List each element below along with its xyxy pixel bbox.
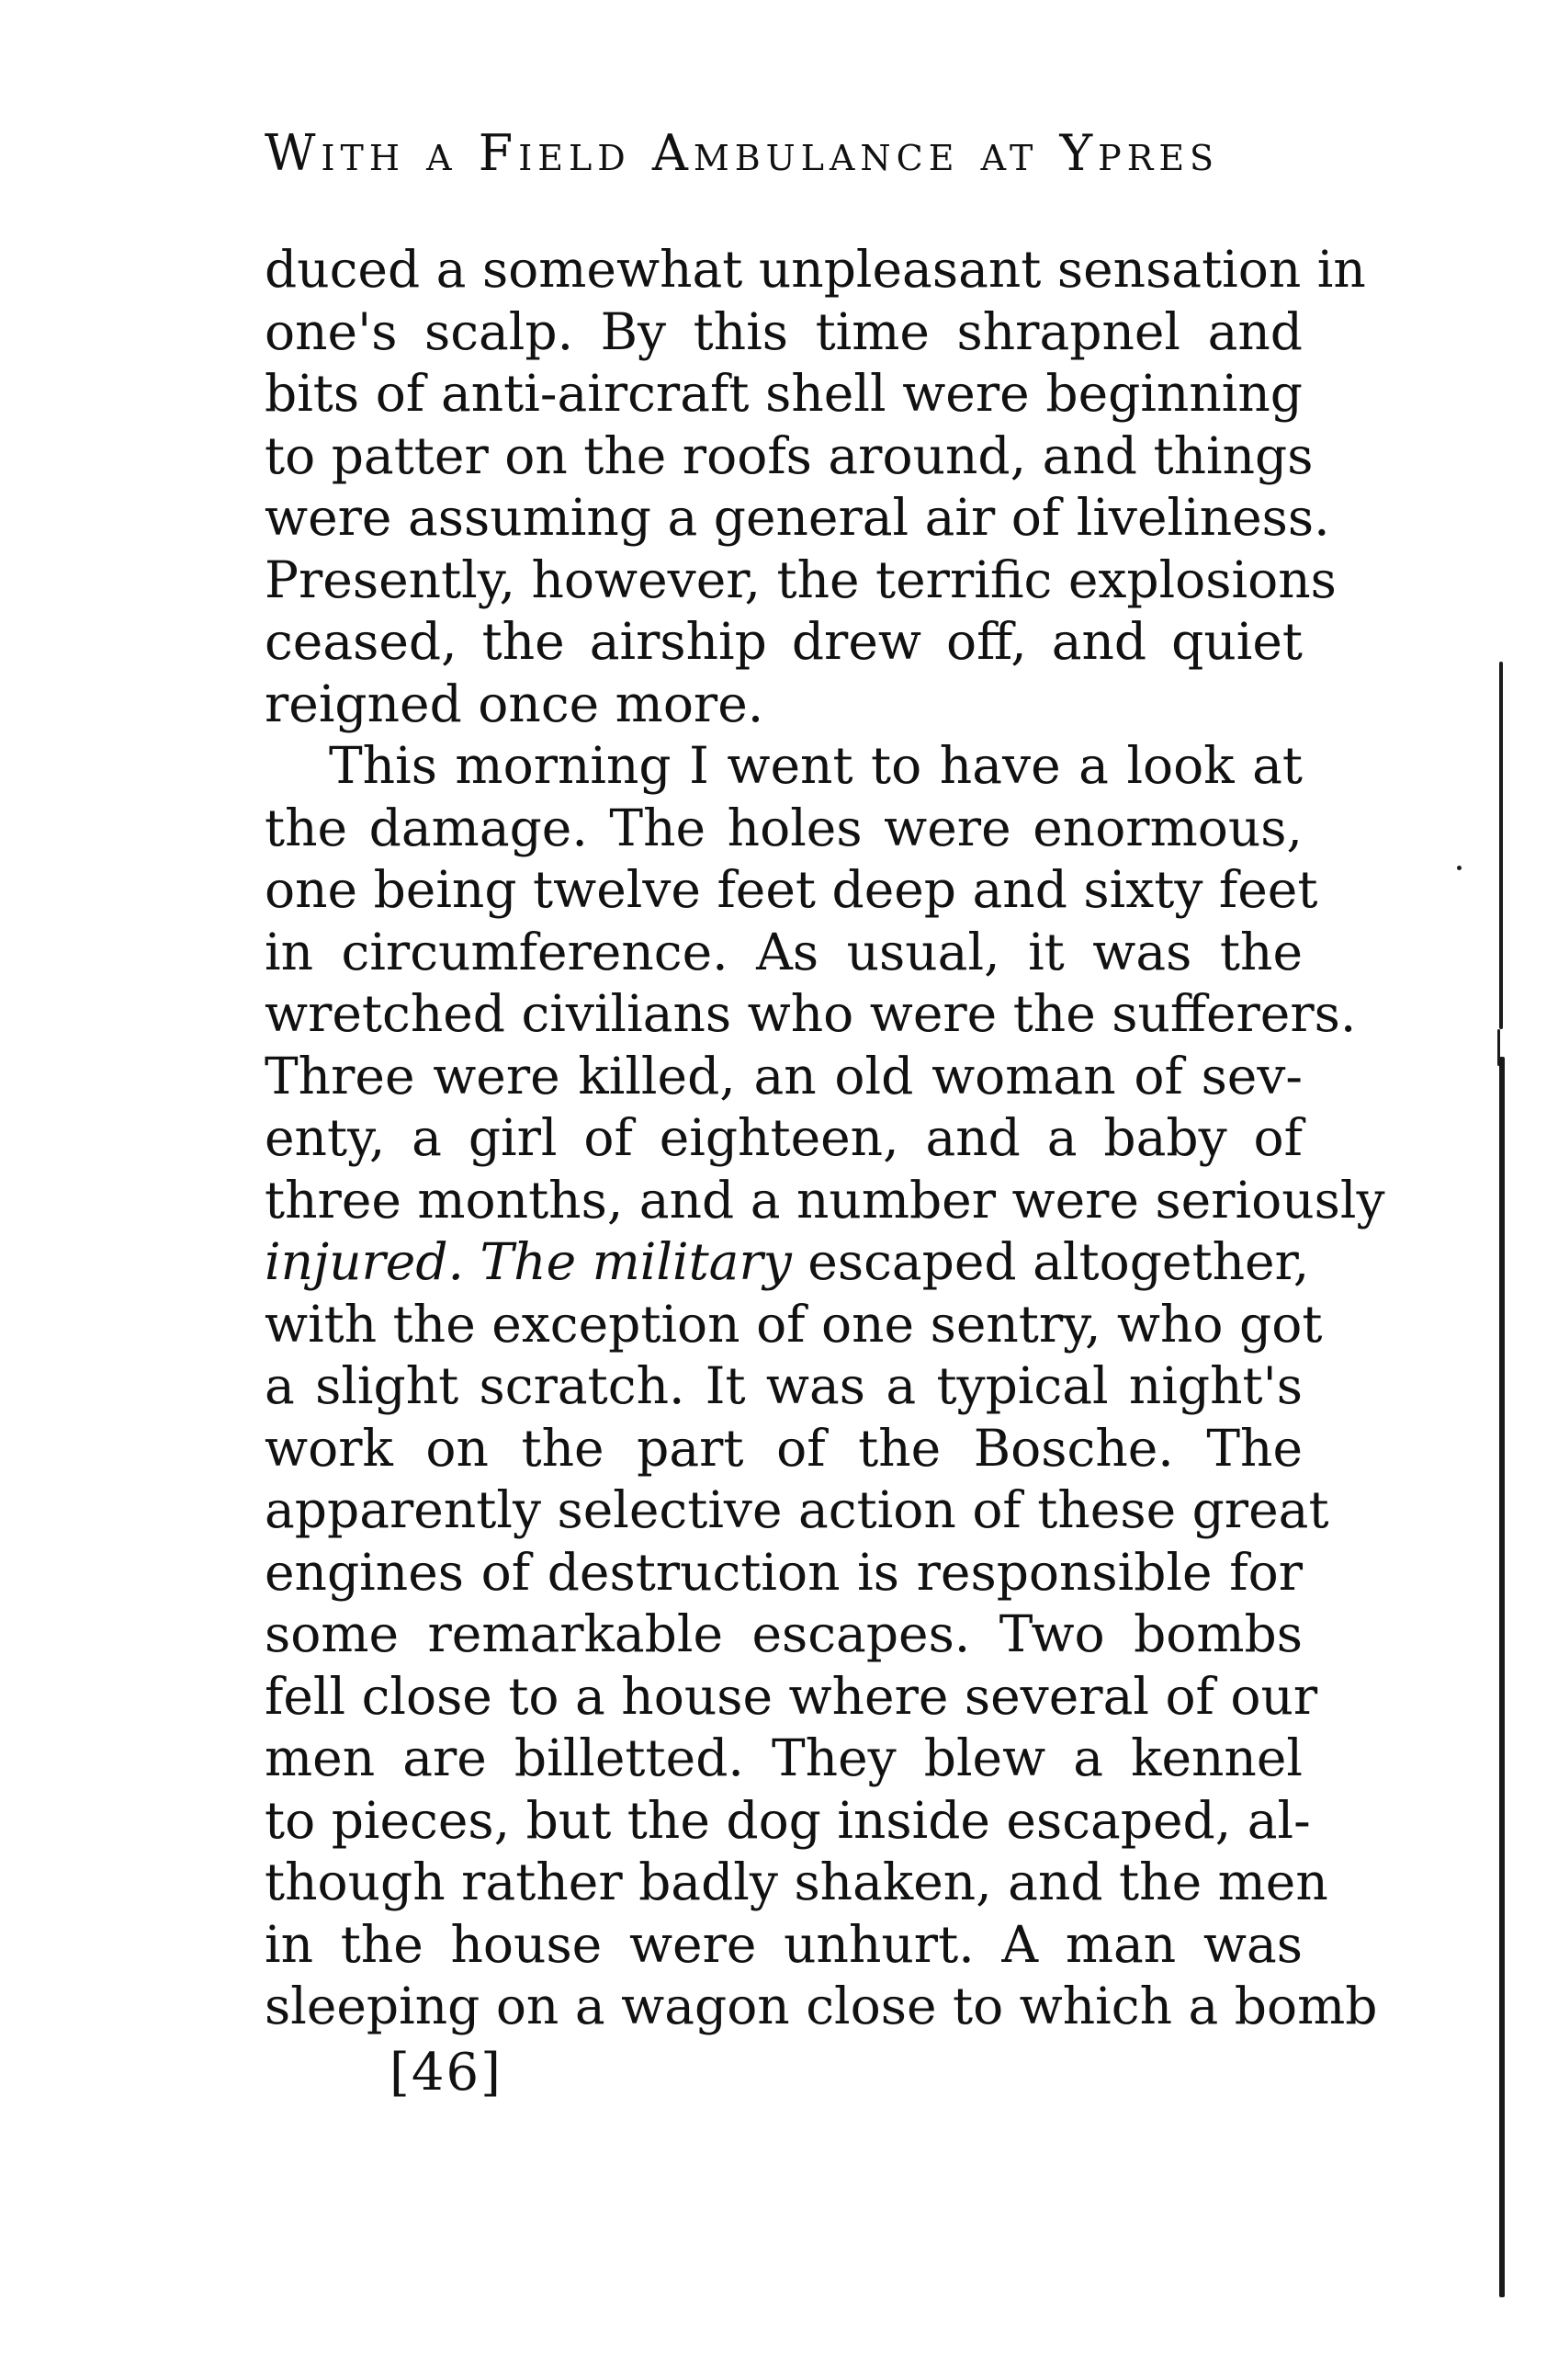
text-line-italic-start: [265, 1231, 1310, 1294]
scan-edge-mark: [1499, 1057, 1505, 2297]
roman-run: escaped altogether,: [791, 1232, 1310, 1291]
text-line: work on the part of the Bosche. The: [265, 1418, 1303, 1478]
text-line: engines of destruction is responsible for: [265, 1542, 1303, 1602]
text-line: duced a somewhat unpleasant sensation in: [265, 240, 1366, 299]
text-line: apparently selective action of these great: [265, 1480, 1329, 1539]
text-line: Three were killed, an old woman of sev-: [265, 1046, 1303, 1105]
text-line: reigned once more.: [265, 674, 764, 733]
text-line: a slight scratch. It was a typical night's: [265, 1356, 1303, 1415]
text-line: one being twelve feet deep and sixty feet: [265, 860, 1318, 919]
text-line: to patter on the roofs around, and things: [265, 425, 1314, 485]
text-line: were assuming a general air of liveliness.: [265, 488, 1330, 547]
text-line: ceased, the airship drew off, and quiet: [265, 612, 1303, 671]
text-line: three months, and a number were seriously: [265, 1170, 1385, 1230]
text-line: the damage. The holes were enormous,: [265, 798, 1303, 857]
text-line: enty, a girl of eighteen, and a baby of: [265, 1108, 1303, 1167]
text-line: one's scalp. By this time shrapnel and: [265, 301, 1303, 361]
text-line: though rather badly shaken, and the men: [265, 1853, 1328, 1911]
text-line: This morning I went to have a look at: [329, 736, 1303, 795]
page-number: [46]: [390, 2043, 502, 2102]
text-line: with the exception of one sentry, who got: [265, 1294, 1323, 1354]
text-line: men are billetted. They blew a kennel: [265, 1728, 1303, 1787]
text-line: in circumference. As usual, it was the: [265, 922, 1303, 981]
italic-run: injured. The military: [265, 1232, 792, 1291]
text-line: to pieces, but the dog inside escaped, al-: [265, 1790, 1311, 1850]
running-head: With a Field Ambulance at Ypres: [265, 124, 1220, 182]
text-line: sleeping on a wagon close to which a bomb: [265, 1977, 1378, 2035]
text-line: Presently, however, the terrific explosions: [265, 550, 1337, 609]
text-line: some remarkable escapes. Two bombs: [265, 1604, 1303, 1663]
text-line: bits of anti-aircraft shell were beginning: [265, 364, 1303, 423]
text-line: wretched civilians who were the sufferers.: [265, 984, 1357, 1043]
body-text: [265, 239, 1385, 2038]
scan-edge-mark: [1499, 662, 1503, 1029]
text-line: fell close to a house where several of our: [265, 1666, 1318, 1726]
scan-edge-mark: [1457, 866, 1462, 870]
text-line: in the house were unhurt. A man was: [265, 1914, 1303, 1974]
